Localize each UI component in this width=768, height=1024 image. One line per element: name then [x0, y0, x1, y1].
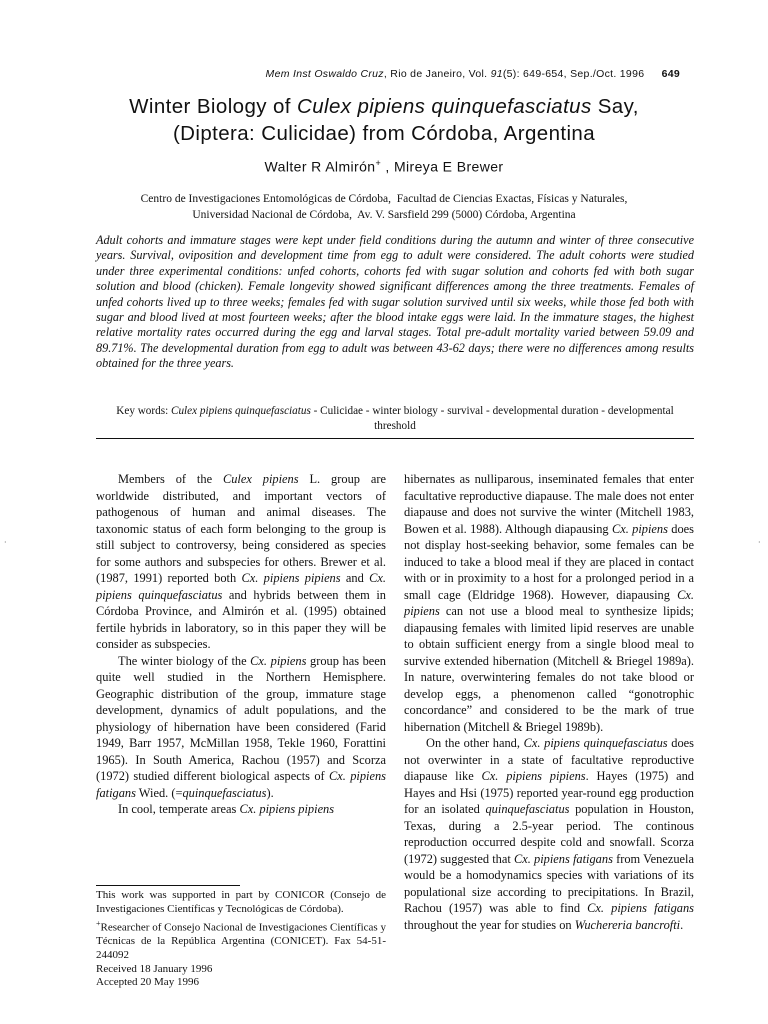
- italic-term: Culex pipiens: [222, 472, 299, 486]
- text-run: does not overwinter in a state of facultative reproductive diapause like: [404, 736, 694, 783]
- text-run: Members of the: [118, 472, 223, 486]
- text-run: can not use a blood meal to synthesize lipids; diapausing females with limited lipid reserves are unable to obtain sufficient energy from a single blood meal to survive extended hibernation (Mitchell & Briegel 1989a). In nature, overwintering females do not take blood or develop eggs, a phenomenon called “gonotrophic concordance” and considered to be the mark of true hibernation (Mitchell & Briegel 1989b).: [404, 604, 694, 734]
- affiliation: [60, 191, 708, 223]
- title-species: Culex pipiens quinquefasciatus: [297, 95, 592, 118]
- body-paragraph: [96, 471, 386, 653]
- footnote-researcher-text: Researcher of Consejo Nacional de Investigaciones Científicas y Técnicas de la República Argentina (CONICET). Fax 54-51-244092: [96, 921, 386, 961]
- author-1-mark: +: [375, 158, 382, 168]
- text-run: does not display host-seeking behavior, some females can be induced to take a blood meal if they are placed in contact with or in proximity to a host for a prolonged period in a small cage (Eldridge 1968). However, diapausing: [404, 521, 694, 602]
- accepted-date: Accepted 20 May 1996: [96, 976, 199, 989]
- body-column-right: [404, 471, 694, 933]
- abstract: Adult cohorts and immature stages were kept under field conditions during the autumn and winter of three consecutive years. Survival, oviposition and development time from egg to adult were considered. The adult cohorts were studied under three experimental conditions: unfed cohorts, cohorts fed with sugar solution and cohorts fed with both sugar solution and blood (chicken). Female longevity showed significant differences among the three treatments. Females of unfed cohorts lived up to three weeks; females fed with sugar solution survived until six weeks, while those fed both with sugar and blood lived at most fourteen weeks; after the blood intake eggs were laid. In the immature stages, the highest relative mortality rates occurred during the egg and larval stages. Total pre-adult mortality varied between 59.09 and 89.71%. The developmental duration from egg to adult was between 43-62 days; there were no differences among results obtained for the three years.: [96, 233, 694, 371]
- italic-term: Cx. pipiens: [404, 587, 694, 618]
- italic-term: Cx. pipiens fatigans: [513, 851, 613, 866]
- author-2: Mireya E Brewer: [393, 158, 504, 175]
- text-run: ).: [266, 785, 274, 800]
- text-run: population in Houston, Texas, during a 2.5-year period. The continous reproduction occurred despite cold and snowfall. Scorza (1972) suggested that: [404, 802, 694, 866]
- footnote-divider: [96, 885, 240, 886]
- text-run: group has been quite well studied in the Northern Hemisphere. Geographic distribution of the group, immature stage development, dynamics of adult populations, and the physiology of hibernation have been considered (Farid 1949, Barr 1957, McMillan 1958, Tekle 1960, Forattini 1965). In South America, Rachou (1957) and Scorza (1972) studied different biological aspects of: [96, 653, 386, 783]
- journal-location-volume: , Rio de Janeiro, Vol.: [383, 68, 491, 80]
- article-title: [40, 93, 728, 147]
- author-separator: ,: [381, 158, 394, 175]
- text-run: hibernates as nulliparous, inseminated females that enter facultative reproductive diapause. The male does not enter diapause and does not survive the winter (Mitchell 1983, Bowen et al. 1988). Although diapausing: [404, 472, 694, 536]
- title-line1-pre: Winter Biology of: [129, 95, 297, 118]
- journal-name: Mem Inst Oswaldo Cruz: [265, 68, 384, 80]
- footnote-funding: This work was supported in part by CONICOR (Consejo de Investigaciones Científicas y Tecnológicas de Córdoba).: [96, 889, 386, 915]
- italic-term: Cx. pipiens fatigans: [587, 901, 694, 915]
- text-run: L. group are worldwide distributed, and important vectors of pathogenous of human and animal diseases. The taxonomic status of each form belonging to the group is still subject to controversy, being considered as species for some authors and subspecies for others. Brewer et al. (1987, 1991) reported both: [96, 472, 386, 585]
- footnotes: [96, 889, 386, 990]
- text-run: On the other hand,: [426, 736, 524, 750]
- title-line1-post: Say,: [591, 95, 639, 118]
- author-1: Walter R Almirón: [264, 158, 376, 175]
- authors: [40, 158, 728, 175]
- issue-pages-date: (5): 649-654, Sep./Oct. 1996: [502, 68, 645, 80]
- body-column-left: [96, 471, 386, 818]
- scan-margin-mark-right: ·: [758, 538, 761, 547]
- text-run: The winter biology of the: [118, 653, 251, 668]
- body-paragraph: [96, 653, 386, 802]
- italic-term: Cx. pipiens pipiens: [239, 802, 335, 816]
- running-head: [266, 68, 680, 80]
- keywords-species: Culex pipiens quinquefasciatus: [170, 405, 311, 417]
- keywords: [96, 404, 694, 434]
- italic-term: quinquefasciatus: [485, 802, 570, 816]
- italic-term: Cx. pipiens quinquefasciatus: [523, 736, 668, 750]
- footnote-mark: +: [96, 918, 101, 928]
- page-number: 649: [661, 68, 680, 80]
- scan-margin-mark-left: ·: [4, 538, 7, 547]
- affiliation-line2: Universidad Nacional de Córdoba, Av. V. Sarsfield 299 (5000) Córdoba, Argentina: [192, 209, 576, 221]
- volume-number: 91: [490, 68, 503, 80]
- italic-term: Cx. pipiens: [250, 653, 307, 668]
- italic-term: Cx. pipiens quinquefasciatus: [96, 571, 386, 602]
- keywords-rest: - Culicidae - winter biology - survival - developmental duration - developmental threshold: [310, 405, 674, 432]
- abstract-divider: [96, 438, 694, 439]
- body-paragraph: [404, 735, 694, 933]
- text-run: and hybrids between them in Córdoba Province, and Almirón et al. (1995) obtained fertile hybrids in laboratory, so in this paper they will be consider as subspecies.: [96, 587, 386, 651]
- italic-term: Cx. pipiens fatigans: [96, 769, 386, 800]
- italic-term: Cx. pipiens pipiens: [481, 769, 586, 783]
- text-run: .: [680, 917, 684, 932]
- italic-term: Cx. pipiens pipiens: [241, 571, 341, 585]
- italic-term: Wuchereria bancrofti: [574, 917, 681, 932]
- text-run: from Venezuela would be a homodynamics species with variations of its populational size according to precipitations. In Brazil, Rachou (1957) was able to find: [404, 851, 695, 915]
- body-paragraph: [96, 801, 386, 818]
- received-date: Received 18 January 1996: [96, 962, 213, 975]
- affiliation-line1: Centro de Investigaciones Entomológicas de Córdoba, Facultad de Ciencias Exactas, Físicas y Naturales,: [140, 193, 628, 205]
- text-run: and: [340, 571, 370, 585]
- italic-term: quinquefasciatus: [182, 785, 267, 800]
- italic-term: Cx. pipiens: [611, 521, 668, 536]
- text-run: Wied. (=: [135, 785, 183, 800]
- text-run: . Hayes (1975) and Hayes and Hsi (1975) reported year-round egg production for an isolated: [404, 769, 695, 816]
- footnote-researcher: [96, 917, 386, 963]
- title-line2: (Diptera: Culicidae) from Córdoba, Argentina: [172, 122, 596, 145]
- body-paragraph: [404, 471, 694, 735]
- text-run: In cool, temperate areas: [118, 802, 240, 816]
- text-run: throughout the year for studies on: [404, 917, 575, 932]
- keywords-label: Key words:: [116, 405, 171, 417]
